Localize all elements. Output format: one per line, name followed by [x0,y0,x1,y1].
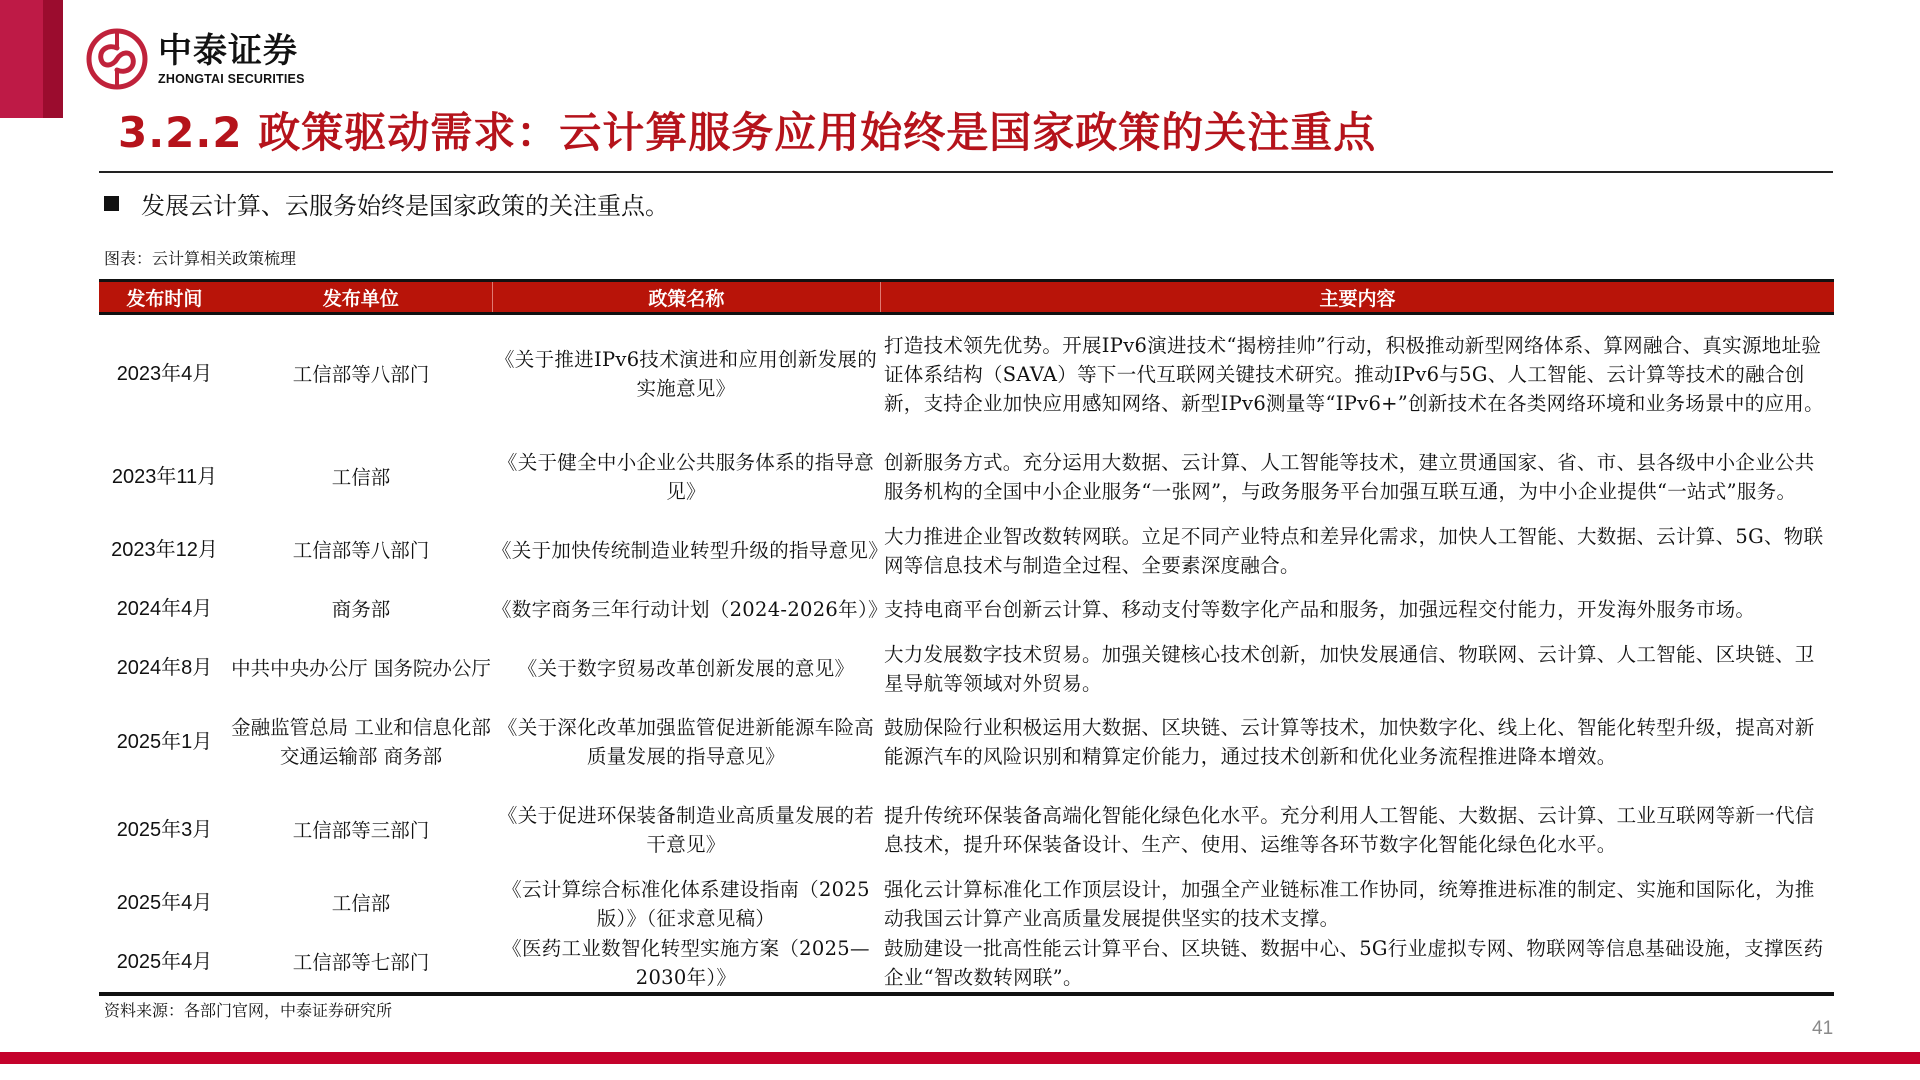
cell-issuer: 工信部等三部门 [292,818,430,842]
cell-issuer: 金融监管总局 工业和信息化部 交通运输部 商务部 [231,716,491,768]
cell-date: 2024年4月 [116,598,213,620]
table-row [99,315,1834,433]
corner-accent-bar-dark [43,0,63,118]
page-number: 41 [1812,1018,1834,1039]
column-header-content: 主要内容 [1319,287,1396,310]
cell-date: 2025年3月 [116,818,213,841]
page-title: 3.2.2 政策驱动需求：云计算服务应用始终是国家政策的关注重点 [118,108,1377,157]
bullet-square-icon [104,196,119,211]
cell-content: 强化云计算标准化工作顶层设计，加强全产业链标准工作协同，统筹推进标准的制定、实施和国际化，为推动我国云计算产业高质量发展提供坚实的技术支撑。 [884,877,1815,930]
brand-name-cn: 中泰证券 [158,31,298,71]
cell-date: 2025年4月 [116,951,213,973]
cell-content: 大力推进企业智改数转网联。立足不同产业特点和差异化需求，加快人工智能、大数据、云计算、5G、物联网等信息技术与制造全过程、全要素深度融合。 [884,524,1824,577]
table-body [99,315,1834,996]
table-row [99,639,1834,698]
cell-issuer: 工信部等七部门 [292,951,430,974]
zhongtai-logo-icon [86,28,148,90]
cell-issuer: 工信部 [331,892,391,915]
table-row [99,933,1834,992]
cell-content: 创新服务方式。充分运用大数据、云计算、人工智能等技术，建立贯通国家、省、市、县各级中小企业公共服务机构的全国中小企业服务“一张网”，与政务服务平台加强互联互通，为中小企业提供“一站式”服务。 [884,451,1815,503]
cell-policy: 《关于促进环保装备制造业高质量发展的若干意见》 [497,804,875,856]
cell-date: 2024年8月 [116,657,213,679]
cell-issuer: 工信部等八部门 [292,362,430,386]
table-row [99,874,1834,933]
cell-issuer: 中共中央办公厅 国务院办公厅 [231,657,491,680]
corner-accent-bar [0,0,43,118]
cell-content: 提升传统环保装备高端化智能化绿色化水平。充分利用人工智能、大数据、云计算、工业互联网等新一代信息技术，提升环保装备设计、生产、使用、运维等各环节数字化智能化绿色化水平。 [884,804,1815,856]
table-header [99,279,1834,315]
brand-logo [86,28,305,90]
cell-content: 支持电商平台创新云计算、移动支付等数字化产品和服务，加强远程交付能力，开发海外服务市场。 [884,598,1756,621]
column-header-date: 发布时间 [126,287,203,310]
cell-date: 2025年1月 [116,730,213,753]
table-row [99,580,1834,639]
cell-date: 2025年4月 [116,892,213,914]
cell-issuer: 工信部 [331,465,391,489]
footer-bar [0,1052,1920,1064]
title-divider [99,171,1833,173]
cell-content: 鼓励保险行业积极运用大数据、区块链、云计算等技术，加快数字化、线上化、智能化转型升级，提高对新能源汽车的风险识别和精算定价能力，通过技术创新和优化业务流程推进降本增效。 [884,716,1815,768]
cell-policy: 《关于健全中小企业公共服务体系的指导意见》 [497,451,875,503]
cell-policy: 《云计算综合标准化体系建设指南（2025版）》（征求意见稿） [502,877,870,930]
figure-caption: 图表：云计算相关政策梳理 [104,249,297,268]
cell-policy: 《关于推进IPv6技术演进和应用创新发展的实施意见》 [494,348,878,400]
source-note: 资料来源：各部门官网，中泰证券研究所 [104,1001,393,1020]
brand-name-en: ZHONGTAI SECURITIES [158,72,305,86]
key-point [104,186,669,221]
table-row [99,786,1834,874]
cell-date: 2023年11月 [111,465,218,488]
cell-policy: 《数字商务三年行动计划（2024-2026年）》 [492,598,888,621]
column-header-issuer: 发布单位 [322,287,399,310]
cell-content: 鼓励建设一批高性能云计算平台、区块链、数据中心、5G行业虚拟专网、物联网等信息基础设施，支撑医药企业“智改数转网联”。 [884,936,1824,989]
cell-policy: 《关于加快传统制造业转型升级的指导意见》 [492,539,889,562]
table-row [99,698,1834,786]
cell-policy: 《关于深化改革加强监管促进新能源车险高质量发展的指导意见》 [497,716,875,768]
cell-issuer: 商务部 [331,598,391,621]
cell-policy: 《关于数字贸易改革创新发展的意见》 [517,657,855,680]
cell-content: 打造技术领先优势。开展IPv6演进技术“揭榜挂帅”行动，积极推动新型网络体系、算网融合、真实源地址验证体系结构（SAVA）等下一代互联网关键技术研究。推动IPv6与5G、人工智能、云计算等技术的融合创新，支持企业加快应用感知网络、新型IPv6测量等“IPv6+”创新技术在各类网络环境和业务场景中的应用。 [884,333,1824,415]
cell-date: 2023年4月 [116,362,213,385]
key-point-text: 发展云计算、云服务始终是国家政策的关注重点。 [141,192,669,220]
cell-policy: 《医药工业数智化转型实施方案（2025—2030年）》 [502,936,870,989]
cell-date: 2023年12月 [111,539,218,561]
column-header-policy: 政策名称 [492,282,882,312]
cell-issuer: 工信部等八部门 [292,539,430,562]
cell-content: 大力发展数字技术贸易。加强关键核心技术创新，加快发展通信、物联网、云计算、人工智能、区块链、卫星导航等领域对外贸易。 [884,642,1815,695]
table-row [99,521,1834,580]
policy-table [99,279,1834,996]
table-row [99,433,1834,521]
